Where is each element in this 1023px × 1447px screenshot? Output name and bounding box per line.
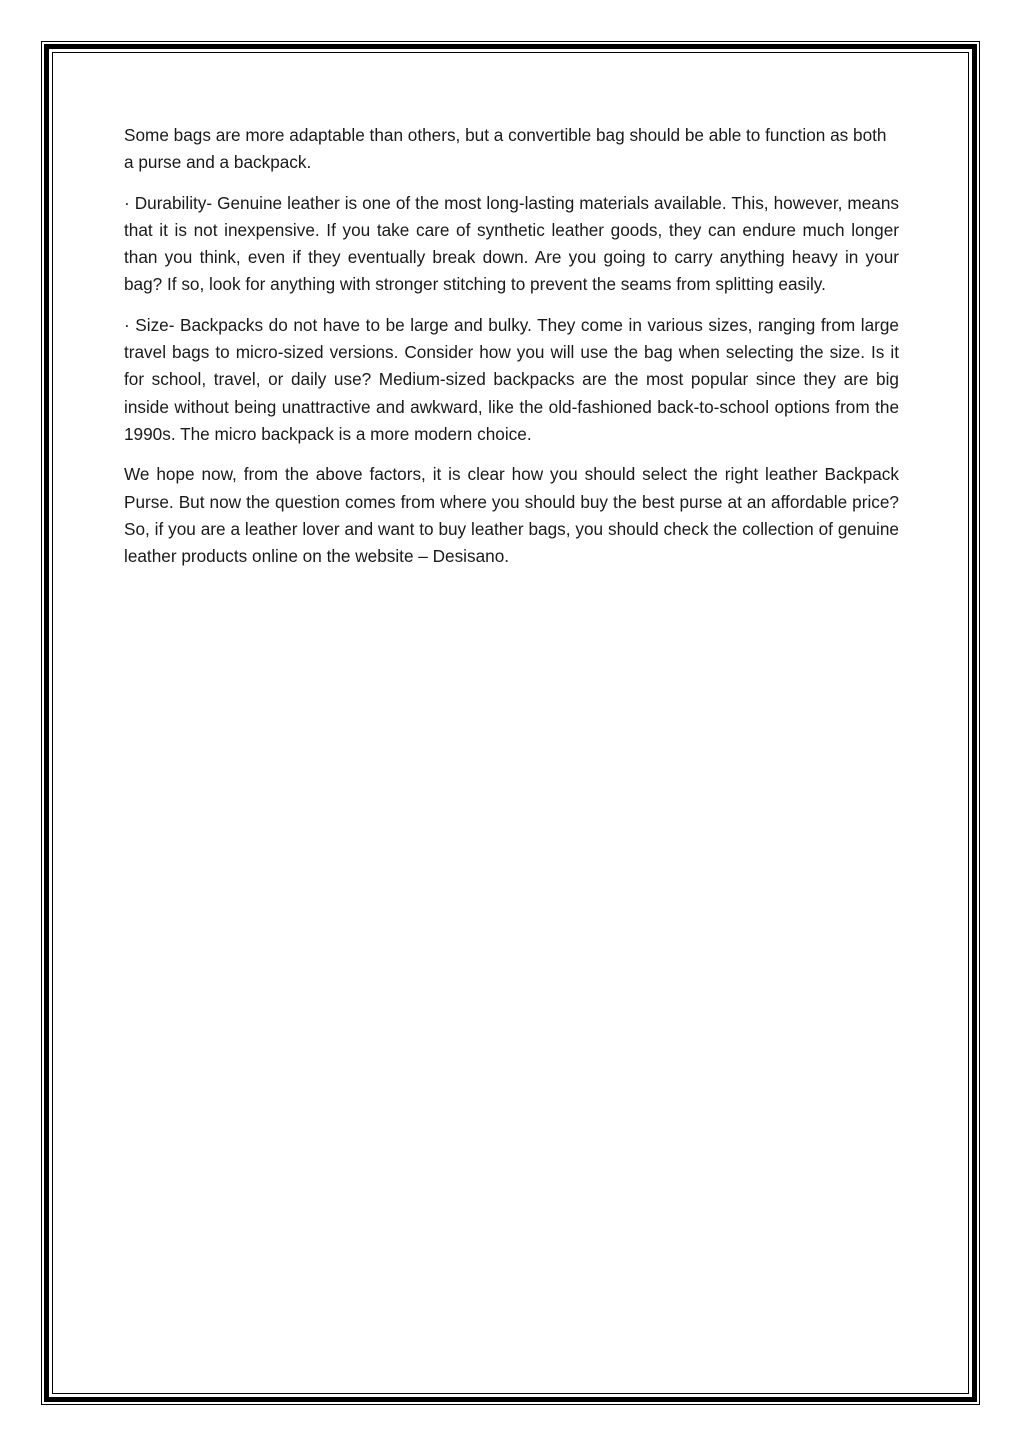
document-body (124, 122, 899, 583)
paragraph-size: · Size- Backpacks do not have to be large and bulky. They come in various sizes, ranging from large travel bags to micro-sized versions. Consider how you will use the bag when selecting the size. Is it for school, travel, or daily use? Medium-sized backpacks are the most popular since they are big inside without being unattractive and awkward, like the old-fashioned back-to-school options from the 1990s. The micro backpack is a more modern choice. (124, 314, 899, 444)
paragraph-durability: · Durability- Genuine leather is one of the most long-lasting materials available. This, however, means that it is not inexpensive. If you take care of synthetic leather goods, they can endure much longer than you think, even if they eventually break down. Are you going to carry anything heavy in your bag? If so, look for anything with stronger stitching to prevent the seams from splitting easily. (124, 192, 899, 295)
paragraph-conclusion: We hope now, from the above factors, it is clear how you should select the right leather Backpack Purse. But now the question comes from where you should buy the best purse at an affordable price? So, if you are a leather lover and want to buy leather bags, you should check the collection of genuine leather products online on the website – Desisano. (124, 464, 899, 567)
paragraph-intro: Some bags are more adaptable than others, but a convertible bag should be able to function as both a purse and a backpack. (124, 125, 887, 173)
